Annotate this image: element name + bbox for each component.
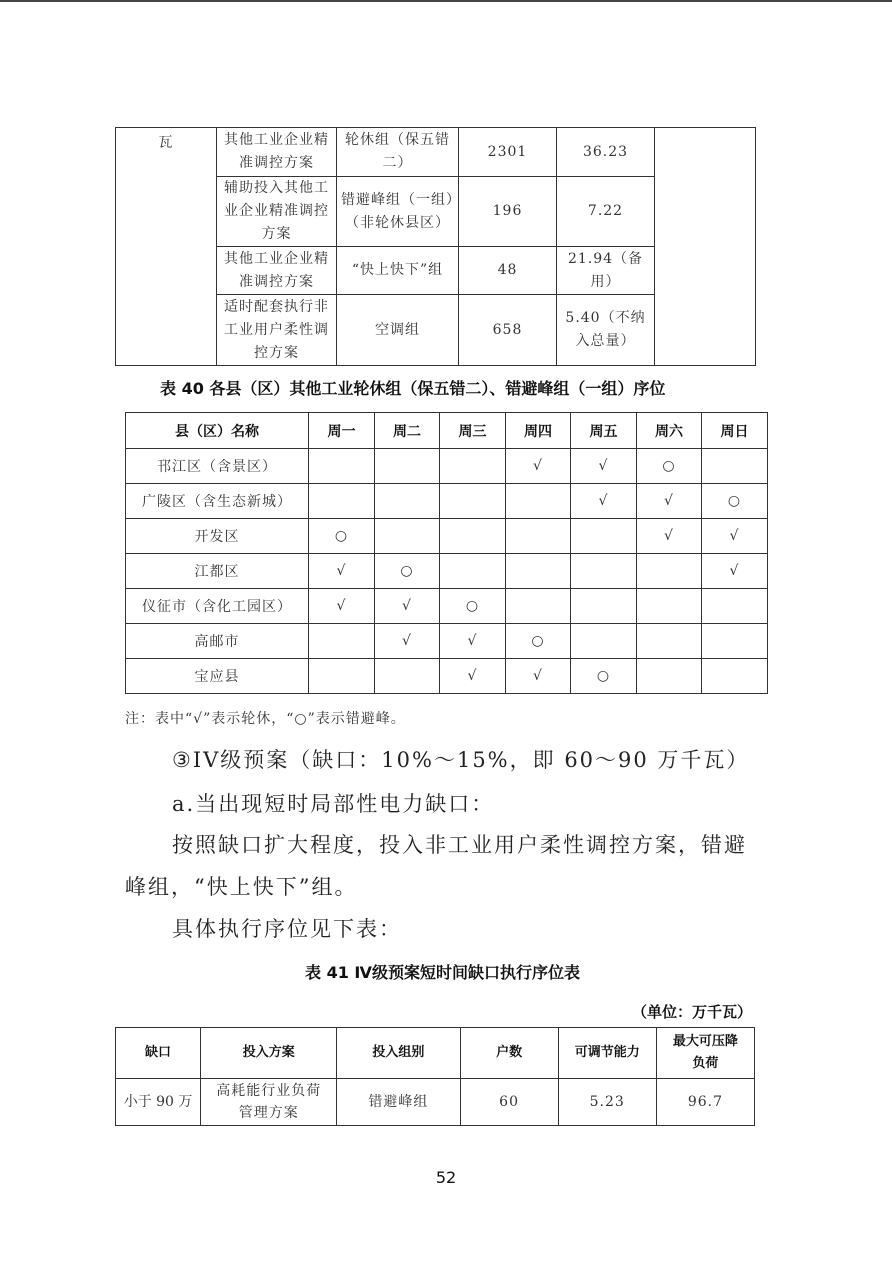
county-name-cell: 仪征市（含化工园区） [126, 589, 309, 624]
column-header: 周四 [506, 413, 571, 449]
capacity-cell: 21.94（备用） [557, 247, 655, 295]
gap-cell-fragment: 瓦 [116, 128, 217, 366]
empty-cell [440, 554, 506, 589]
rotation-mark: √ [702, 554, 768, 589]
county-name-cell: 高邮市 [126, 624, 309, 659]
group-cell: 空调组 [337, 295, 459, 366]
gap-cell: 小于 90 万 [116, 1079, 201, 1126]
empty-cell [375, 519, 440, 554]
header-row [126, 413, 768, 449]
body-paragraph: 具体执行序位见下表： [172, 917, 402, 941]
plan-cell: 辅助投入其他工业企业精准调控方案 [217, 177, 337, 247]
capacity-cell: 5.40（不纳入总量） [557, 295, 655, 366]
empty-cell [506, 589, 571, 624]
capacity-cell: 36.23 [557, 128, 655, 177]
group-cell: 错避峰组（一组）（非轮休县区） [337, 177, 459, 247]
rotation-mark: √ [637, 519, 702, 554]
column-header: 缺口 [116, 1028, 201, 1079]
empty-cell [375, 659, 440, 694]
households-cell: 658 [459, 295, 557, 366]
capacity-cell: 5.23 [558, 1079, 656, 1126]
plan-cell: 高耗能行业负荷管理方案 [201, 1079, 337, 1126]
peak-avoid-mark: ○ [440, 589, 506, 624]
empty-cell [506, 554, 571, 589]
households-cell: 60 [460, 1079, 558, 1126]
table-row [126, 659, 768, 694]
peak-avoid-mark: ○ [375, 554, 440, 589]
empty-cell [637, 659, 702, 694]
empty-cell [571, 589, 637, 624]
plan-cell: 其他工业企业精准调控方案 [217, 247, 337, 295]
empty-cell [309, 449, 375, 484]
empty-cell [702, 589, 768, 624]
body-paragraph-line: 峰组，“快上快下”组。 [125, 875, 358, 899]
column-header: 投入组别 [337, 1028, 460, 1079]
rotation-mark: √ [440, 659, 506, 694]
plan-cell: 其他工业企业精准调控方案 [217, 128, 337, 177]
table-row [126, 589, 768, 624]
empty-cell [506, 484, 571, 519]
column-header: 可调节能力 [558, 1028, 656, 1079]
table-40-note: 注：表中“√”表示轮休，“○”表示错避峰。 [125, 711, 406, 727]
column-header: 县（区）名称 [126, 413, 309, 449]
header-row [116, 1028, 755, 1079]
continued-plan-table [115, 127, 756, 366]
empty-cell [571, 554, 637, 589]
empty-cell [637, 554, 702, 589]
table-41-caption: 表 41 Ⅳ级预案短时间缺口执行序位表 [305, 963, 580, 982]
empty-cell [440, 449, 506, 484]
empty-cell [309, 624, 375, 659]
body-paragraph-line: 按照缺口扩大程度，投入非工业用户柔性调控方案，错避 [172, 833, 747, 857]
table-row [116, 128, 756, 177]
households-cell: 2301 [459, 128, 557, 177]
rotation-mark: √ [637, 484, 702, 519]
peak-avoid-mark: ○ [506, 624, 571, 659]
group-cell: 轮休组（保五错二） [337, 128, 459, 177]
table-row [126, 484, 768, 519]
rotation-mark: √ [571, 449, 637, 484]
page-number: 52 [435, 1168, 457, 1187]
plan-cell: 适时配套执行非工业用户柔性调控方案 [217, 295, 337, 366]
table-40-caption: 表 40 各县（区）其他工业轮休组（保五错二）、错避峰组（一组）序位 [160, 379, 666, 398]
table-row [126, 449, 768, 484]
county-name-cell: 江都区 [126, 554, 309, 589]
empty-cell [309, 659, 375, 694]
empty-cell [637, 624, 702, 659]
table-row [126, 624, 768, 659]
peak-avoid-mark: ○ [637, 449, 702, 484]
rotation-mark: √ [375, 589, 440, 624]
column-header: 周日 [702, 413, 768, 449]
rotation-mark: √ [440, 624, 506, 659]
column-header: 户数 [460, 1028, 558, 1079]
column-header: 周三 [440, 413, 506, 449]
page-top-border [0, 0, 892, 2]
column-header: 周六 [637, 413, 702, 449]
sub-heading: a.当出现短时局部性电力缺口： [172, 792, 495, 816]
empty-cell [506, 519, 571, 554]
column-header: 最大可压降负荷 [656, 1028, 754, 1079]
empty-cell [702, 659, 768, 694]
households-cell: 48 [459, 247, 557, 295]
table-row [126, 519, 768, 554]
empty-cell [309, 484, 375, 519]
empty-cell [571, 624, 637, 659]
county-name-cell: 广陵区（含生态新城） [126, 484, 309, 519]
empty-cell [702, 449, 768, 484]
rotation-mark: √ [375, 624, 440, 659]
peak-avoid-mark: ○ [702, 484, 768, 519]
table-row [126, 554, 768, 589]
county-rotation-table [125, 412, 768, 694]
section-heading: ③IV级预案（缺口：10%～15%，即 60～90 万千瓦） [172, 748, 750, 772]
households-cell: 196 [459, 177, 557, 247]
max-load-cell [655, 128, 756, 366]
county-name-cell: 邗江区（含景区） [126, 449, 309, 484]
unit-label: （单位：万千瓦） [632, 1003, 753, 1021]
empty-cell [637, 589, 702, 624]
table-row [116, 1079, 755, 1126]
empty-cell [440, 484, 506, 519]
group-cell: 错避峰组 [337, 1079, 460, 1126]
rotation-mark: √ [309, 554, 375, 589]
rotation-mark: √ [506, 659, 571, 694]
rotation-mark: √ [702, 519, 768, 554]
empty-cell [375, 449, 440, 484]
group-cell: “快上快下”组 [337, 247, 459, 295]
peak-avoid-mark: ○ [571, 659, 637, 694]
peak-avoid-mark: ○ [309, 519, 375, 554]
column-header: 周五 [571, 413, 637, 449]
county-name-cell: 宝应县 [126, 659, 309, 694]
empty-cell [375, 484, 440, 519]
rotation-mark: √ [571, 484, 637, 519]
level4-sequence-table [115, 1027, 755, 1126]
column-header: 投入方案 [201, 1028, 337, 1079]
empty-cell [571, 519, 637, 554]
county-name-cell: 开发区 [126, 519, 309, 554]
column-header: 周一 [309, 413, 375, 449]
column-header: 周二 [375, 413, 440, 449]
empty-cell [440, 519, 506, 554]
empty-cell [702, 624, 768, 659]
rotation-mark: √ [506, 449, 571, 484]
rotation-mark: √ [309, 589, 375, 624]
max-load-cell: 96.7 [656, 1079, 754, 1126]
capacity-cell: 7.22 [557, 177, 655, 247]
